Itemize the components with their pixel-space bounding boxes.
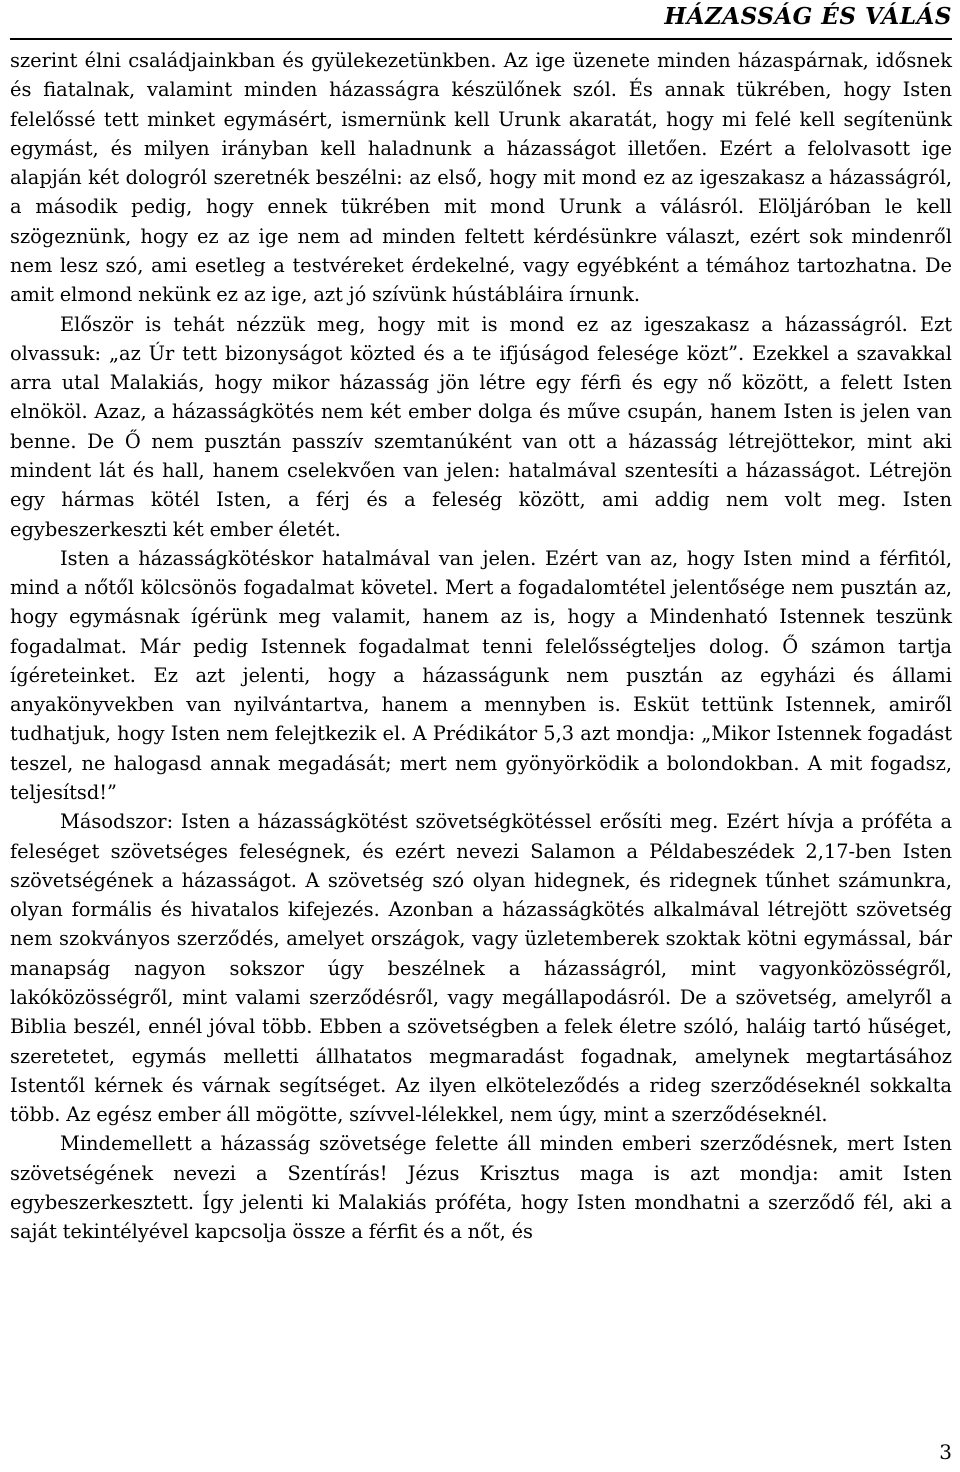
paragraph-5: Mindemellett a házasság szövetsége felette áll minden emberi szerződésnek, mert Isten szövetségének nevezi a Szentírás! Jézus Krisztus maga is azt mondja: amit Isten egybeszerkesztett. Így jelenti ki Malakiás próféta, hogy Isten mondhatni a szerződő fél, aki a saját tekintélyével kapcsolja össze a férfit és a nőt, és (10, 1132, 952, 1244)
paragraph-2: Először is tehát nézzük meg, hogy mit is mond ez az igeszakasz a házasságról. Ezt olvassuk: „az Úr tett bizonyságot közted és a te ifjúságod felesége közt”. Ezekkel a szavakkal arra utal Malakiás, hogy mikor házasság jön létre egy férfi és egy nő között, a felett Isten elnököl. Azaz, a házasságkötés nem két ember dolga és műve csupán, hanem Isten is jelen van benne. De Ő nem pusztán passzív szemtanúként van ott a házasság létrejöttekor, mint aki mindent lát és hall, hanem cselekvően van jelen: hatalmával szentesíti a házasságot. Létrejön egy hármas kötél Isten, a férj és a feleség között, ami addig nem volt meg. Isten egybeszerkeszti két ember életét. (10, 312, 952, 541)
header-title: HÁZASSÁG ÉS VÁLÁS (664, 3, 952, 30)
article-body (10, 46, 952, 1247)
page-number: 3 (939, 1440, 952, 1464)
paragraph-3: Isten a házasságkötéskor hatalmával van jelen. Ezért van az, hogy Isten mind a férfitól, mind a nőtől kölcsönös fogadalmat követel. Mert a fogadalomtétel jelentősége nem pusztán az, hogy egymásnak ígérünk meg valamit, hanem az is, hogy a Mindenható Istennek teszünk fogadalmat. Már pedig Istennek fogadalmat tenni felelősségteljes dolog. Ő számon tartja ígéreteinket. Ez azt jelenti, hogy a házasságunk nem pusztán az egyházi és állami anyakönyvekben van nyilvántartva, hanem a mennyben is. Esküt tettünk Istennek, amiről tudhatjuk, hogy Isten nem felejtkezik el. A Prédikátor 5,3 azt mondja: „Mikor Istennek fogadást teszel, ne halogasd annak megadását; mert nem gyönyörködik a bolondokban. A mit fogadsz, teljesítsd!” (10, 546, 952, 805)
running-header (10, 0, 952, 40)
paragraph-1: szerint élni családjainkban és gyülekezetünkben. Az ige üzenete minden házaspárnak, idősnek és fiatalnak, valamint minden házasságra készülőnek szól. És annak tükrében, hogy Isten felelőssé tett minket egymásért, ismernünk kell Urunk akaratát, hogy mi felé kell segítenünk egymást, és milyen irányban kell haladnunk a házasságot illetően. Ezért a felolvasott ige alapján két dologról szeretnék beszélni: az első, hogy mit mond ez az igeszakasz a házasságról, a második pedig, hogy ennek tükrében mit mond Urunk a válásról. Elöljáróban le kell szögeznünk, hogy ez az ige nem ad minden feltett kérdésünkre választ, ezért sok mindenről nem lesz szó, ami esetleg a testvéreket érdekelné, vagy egyébként a témához tartozhatna. De amit elmond nekünk ez az ige, azt jó szívünk hústábláira írnunk. (10, 49, 952, 307)
paragraph-4: Másodszor: Isten a házasságkötést szövetségkötéssel erősíti meg. Ezért hívja a próféta a feleséget szövetséges feleségnek, és ezért nevezi Salamon a Példabeszédek 2,17-ben Isten szövetségének a házasságot. A szövetség szó olyan hidegnek, és ridegnek tűnhet számunkra, olyan formális és hivatalos kifejezés. Azonban a házasságkötés alkalmával létrejött szövetség nem szokványos szerződés, amelyet országok, vagy üzletemberek szoktak kötni egymással, bár manapság nagyon sokszor úgy beszélnek a házasságról, mint vagyonközösségről, lakóközösségről, mint valami szerződésről, vagy megállapodásról. De a szövetség, amelyről a Biblia beszél, ennél jóval több. Ebben a szövetségben a felek életre szóló, haláig tartó hűséget, szeretetet, egymás melletti állhatatos megmaradást fogadnak, amelynek megtartásához Istentől kérnek és várnak segítséget. Az ilyen elköteleződés a rideg szerződéseknél sokkalta több. Az egész ember áll mögötte, szívvel-lélekkel, nem úgy, mint a szerződéseknél. (10, 810, 952, 1127)
